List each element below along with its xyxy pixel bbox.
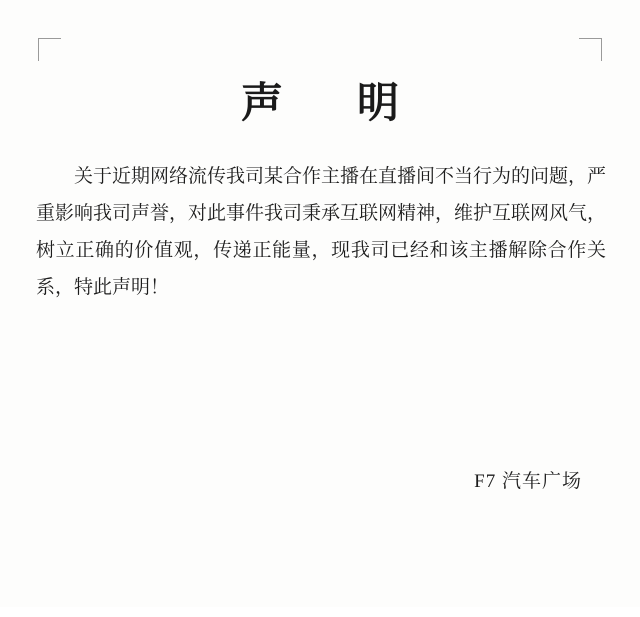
page-bottom-edge bbox=[0, 607, 640, 617]
document-body-paragraph: 关于近期网络流传我司某合作主播在直播间不当行为的问题，严重影响我司声誉，对此事件我司秉承互联网精神，维护互联网风气，树立正确的价值观，传递正能量，现我司已经和该主播解除合作关系，特此声明！ bbox=[36, 166, 607, 298]
crop-mark-top-right-icon bbox=[579, 38, 602, 61]
document-title: 声 明 bbox=[240, 81, 415, 127]
crop-mark-top-left-icon bbox=[38, 38, 61, 61]
document-signature: F7 汽车广场 bbox=[474, 471, 582, 492]
